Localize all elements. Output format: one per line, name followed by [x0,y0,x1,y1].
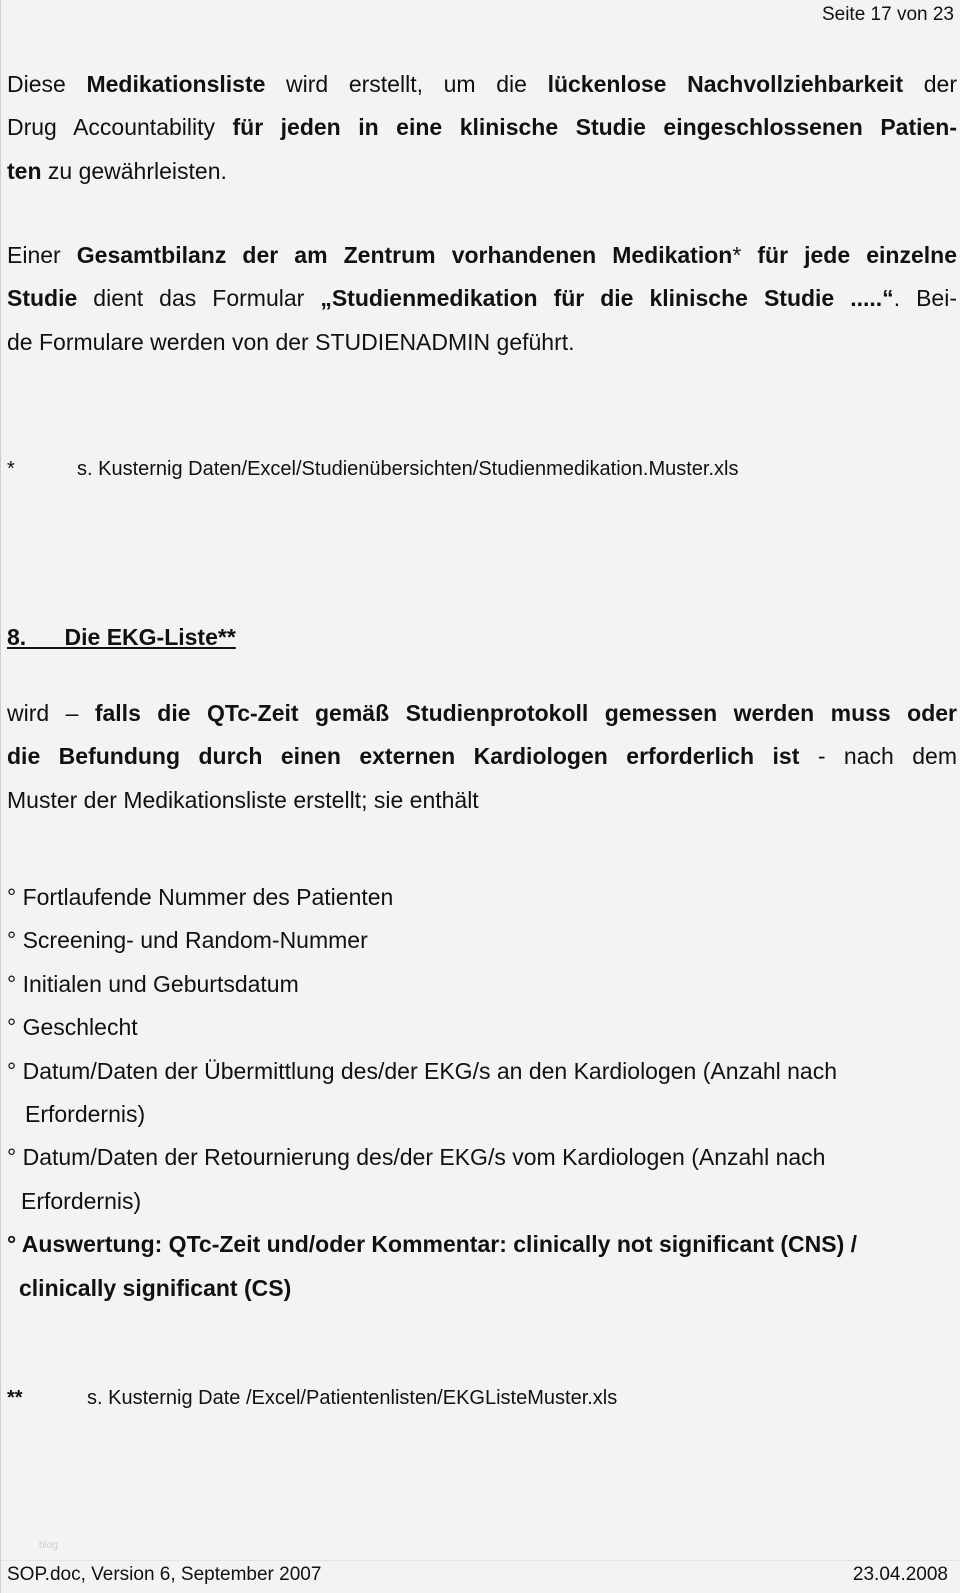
list-item: ° Fortlaufende Nummer des Patienten [7,884,394,910]
footnote-mark: * [7,458,15,480]
paragraph-ekg-liste [7,692,957,822]
paragraph-line: die Befundung durch einen externen Kardiologen erforderlich ist - nach dem [7,743,957,770]
watermark: blog [39,1540,58,1551]
paragraph-line: Muster der Medikationsliste erstellt; sie enthält [7,786,479,813]
paragraph-line: ten zu gewährleisten. [7,157,227,184]
paragraph-line: Drug Accountability für jeden in eine klinische Studie eingeschlossenen Patien- [7,114,957,141]
list-item-continuation: Erfordernis) [25,1101,146,1128]
paragraph-line: Diese Medikationsliste wird erstellt, um die lückenlose Nachvollziehbarkeit der [7,71,957,97]
list-item-continuation: Erfordernis) [21,1187,142,1214]
list-item: ° Auswertung: QTc-Zeit und/oder Kommentar: clinically not significant (CNS) / [7,1231,858,1258]
footer-divider [1,1560,960,1561]
footnote-text: s. Kusternig Daten/Excel/Studienübersichten/Studienmedikation.Muster.xls [77,458,739,480]
footnote-text: s. Kusternig Date /Excel/Patientenlisten/EKGListeMuster.xls [87,1387,618,1409]
footnote-medikation [7,455,738,483]
paragraph-gesamtbilanz [7,234,957,364]
list-item: ° Screening- und Random-Nummer [7,927,368,954]
footer-date: 23.04.2008 [852,1564,948,1585]
footnote-ekg [7,1384,617,1412]
paragraph-line: Studie dient das Formular „Studienmedikation für die klinische Studie .....“. Bei- [7,285,957,312]
list-item: ° Initialen und Geburtsdatum [7,970,299,997]
paragraph-medikationsliste [7,63,957,193]
paragraph-line: de Formulare werden von der STUDIENADMIN geführt. [7,328,575,355]
list-item: ° Datum/Daten der Retournierung des/der EKG/s vom Kardiologen (Anzahl nach [7,1144,826,1171]
list-item: ° Geschlecht [7,1014,138,1041]
paragraph-line: Einer Gesamtbilanz der am Zentrum vorhandenen Medikation* für jede einzelne [7,242,957,268]
footer-document-info: SOP.doc, Version 6, September 2007 [7,1564,322,1585]
section-heading: 8. Die EKG-Liste** [7,624,236,650]
footnote-mark: ** [7,1387,23,1409]
paragraph-line: wird – falls die QTc-Zeit gemäß Studienprotokoll gemessen werden muss oder [7,700,957,726]
list-item: ° Datum/Daten der Übermittlung des/der EKG/s an den Kardiologen (Anzahl nach [7,1057,837,1084]
ekg-contents-list [7,876,957,1310]
list-item-continuation: clinically significant (CS) [19,1274,292,1301]
page-number: Seite 17 von 23 [821,4,954,25]
